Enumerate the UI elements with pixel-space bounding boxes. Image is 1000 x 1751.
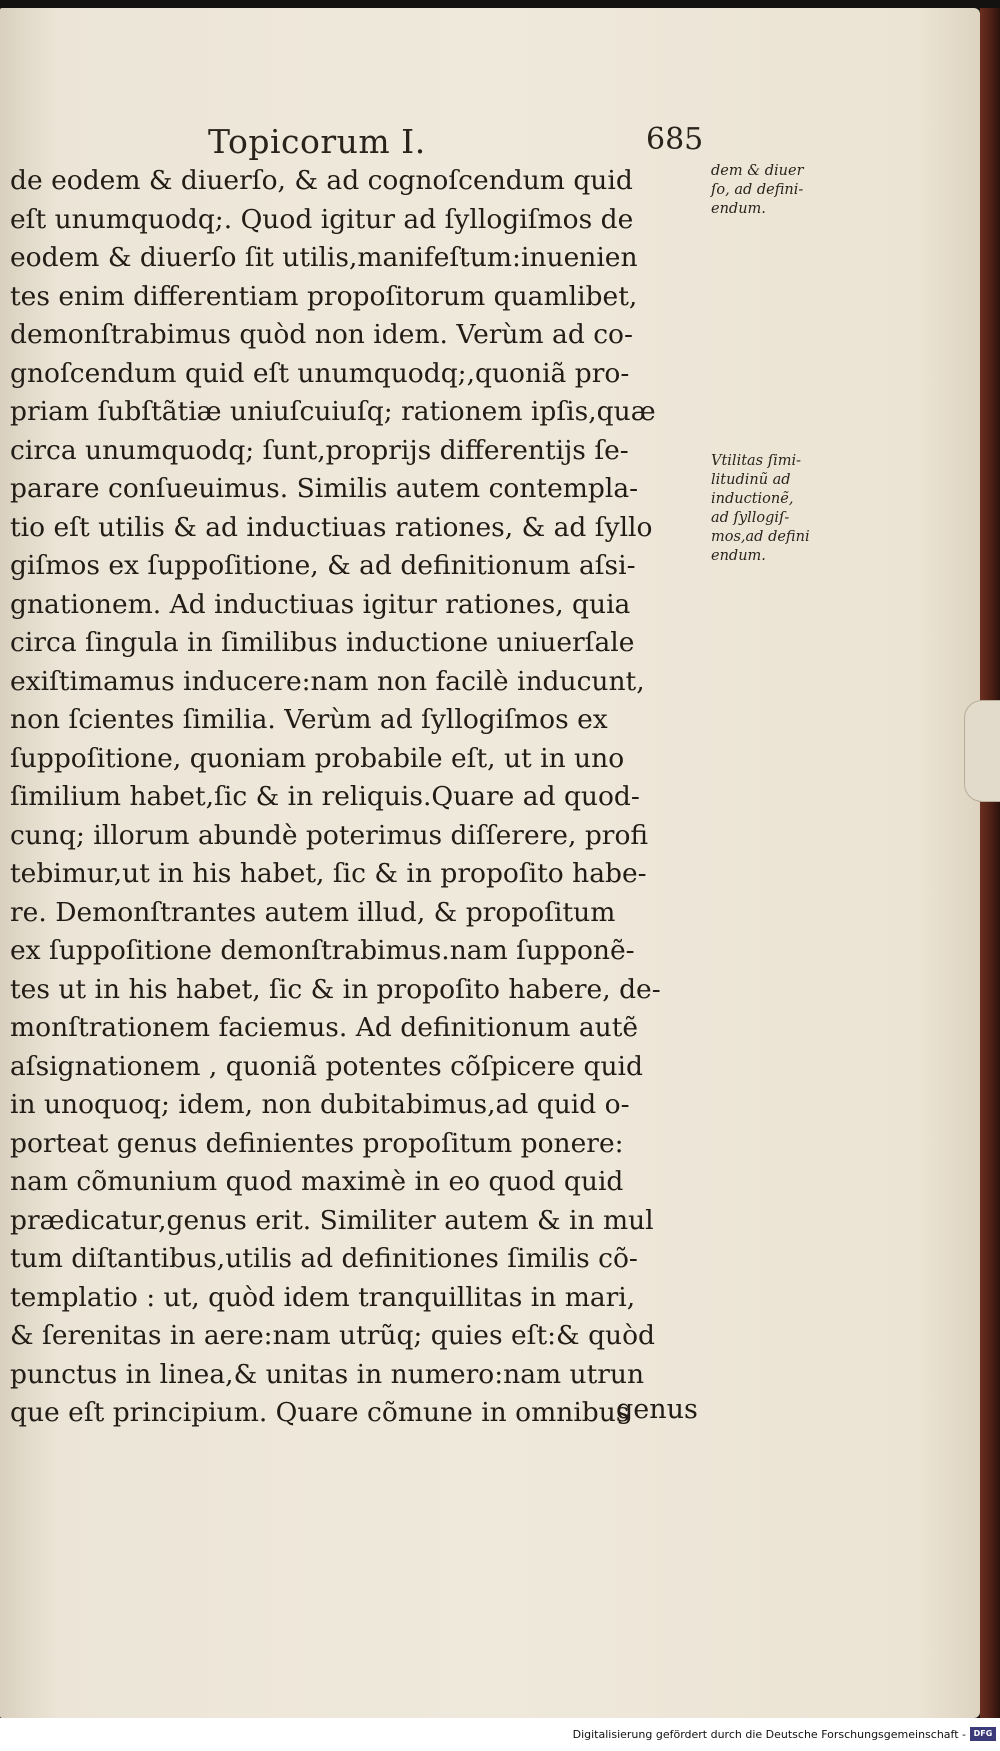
- margin-note-line: mos,ad defini: [711, 529, 810, 545]
- text-line: priam ſubſtãtiæ uniuſcuiuſq; rationem ipſis,quæ: [10, 396, 656, 427]
- text-line: prædicatur,genus erit. Similiter autem & in mul: [10, 1204, 654, 1236]
- text-line: circa ſingula in ſimilibus inductione uniuerſale: [10, 627, 635, 658]
- text-line: eodem & diuerſo ſit utilis,manifeſtum:inuenien: [10, 242, 638, 273]
- text-line: nam cõmunium quod maximè in eo quod quid: [10, 1166, 624, 1197]
- dfg-logo: DFG: [970, 1727, 996, 1741]
- margin-note-line: litudinũ ad: [711, 472, 791, 488]
- text-line: tio eſt utilis & ad inductiuas rationes, & ad ſyllo: [10, 511, 653, 543]
- text-line: tes enim differentiam propoſitorum quamlibet,: [10, 280, 638, 312]
- margin-note-line: endum.: [711, 201, 766, 217]
- margin-note: [711, 452, 810, 566]
- text-line: ſimilium habet,ſic & in reliquis.Quare ad quod-: [10, 781, 640, 812]
- page-number: 685: [646, 122, 704, 157]
- margin-note-line: Vtilitas ſimi-: [711, 453, 802, 469]
- page-tab: [964, 700, 1000, 802]
- text-line: punctus in linea,& unitas in numero:nam utrun: [10, 1358, 645, 1390]
- text-line: circa unumquodq; ſunt,proprijs differentijs ſe-: [10, 434, 629, 466]
- margin-note-line: dem & diuer: [711, 163, 804, 179]
- margin-note: [711, 162, 804, 219]
- footer-bar: [0, 1718, 1000, 1751]
- text-line: demonſtrabimus quòd non idem. Verùm ad co-: [10, 319, 633, 350]
- margin-note-line: ſo, ad defini-: [711, 182, 804, 198]
- catchword: genus: [616, 1394, 698, 1425]
- text-line: monſtrationem faciemus. Ad definitionum autẽ: [10, 1012, 639, 1043]
- text-line: aſsignationem , quoniã potentes cõſpicere quid: [10, 1050, 643, 1082]
- text-line: exiſtimamus inducere:nam non facilè inducunt,: [10, 665, 645, 697]
- text-line: cunq; illorum abundè poterimus diſſerere, profi: [10, 819, 649, 851]
- text-line: non ſcientes ſimilia. Verùm ad ſyllogiſmos ex: [10, 704, 608, 735]
- book-edge: [980, 8, 1000, 1718]
- margin-note-line: endum.: [711, 548, 766, 564]
- text-line: gnationem. Ad inductiuas igitur rationes, quia: [10, 588, 631, 620]
- text-line: de eodem & diuerſo, & ad cognoſcendum quid: [10, 165, 633, 196]
- text-line: giſmos ex ſuppoſitione, & ad definitionum aſsi-: [10, 550, 636, 581]
- page-header: [0, 122, 720, 162]
- running-title: Topicorum I.: [208, 122, 426, 161]
- text-line: templatio : ut, quòd idem tranquillitas in mari,: [10, 1281, 636, 1313]
- text-line: & ſerenitas in aere:nam utrũq; quies eſt:& quòd: [10, 1320, 656, 1351]
- text-line: tebimur,ut in his habet, ſic & in propoſito habe-: [10, 858, 647, 889]
- text-line: ex ſuppoſitione demonſtrabimus.nam ſupponẽ-: [10, 935, 635, 966]
- text-line: in unoquoq; idem, non dubitabimus,ad quid o-: [10, 1089, 630, 1120]
- margin-note-line: inductionẽ,: [711, 491, 794, 507]
- text-line: re. Demonſtrantes autem illud, & propoſitum: [10, 896, 616, 928]
- text-line: porteat genus definientes propoſitum ponere:: [10, 1127, 624, 1159]
- margin-note-line: ad ſyllogiſ-: [711, 510, 790, 526]
- text-line: gnoſcendum quid eſt unumquodq;,quoniã pro-: [10, 357, 630, 389]
- text-line: que eſt principium. Quare cõmune in omnibus: [10, 1397, 630, 1428]
- text-line: tum diſtantibus,utilis ad definitiones ſimilis cõ-: [10, 1243, 638, 1274]
- text-line: ſuppoſitione, quoniam probabile eſt, ut in uno: [10, 742, 625, 774]
- funding-credit: Digitalisierung gefördert durch die Deutsche Forschungsgemeinschaft -: [572, 1728, 966, 1741]
- text-line: tes ut in his habet, ſic & in propoſito habere, de-: [10, 973, 661, 1005]
- text-line: eſt unumquodq;. Quod igitur ad ſyllogiſmos de: [10, 203, 634, 235]
- text-line: parare conſueuimus. Similis autem contempla-: [10, 473, 639, 504]
- body-text: [10, 162, 706, 1433]
